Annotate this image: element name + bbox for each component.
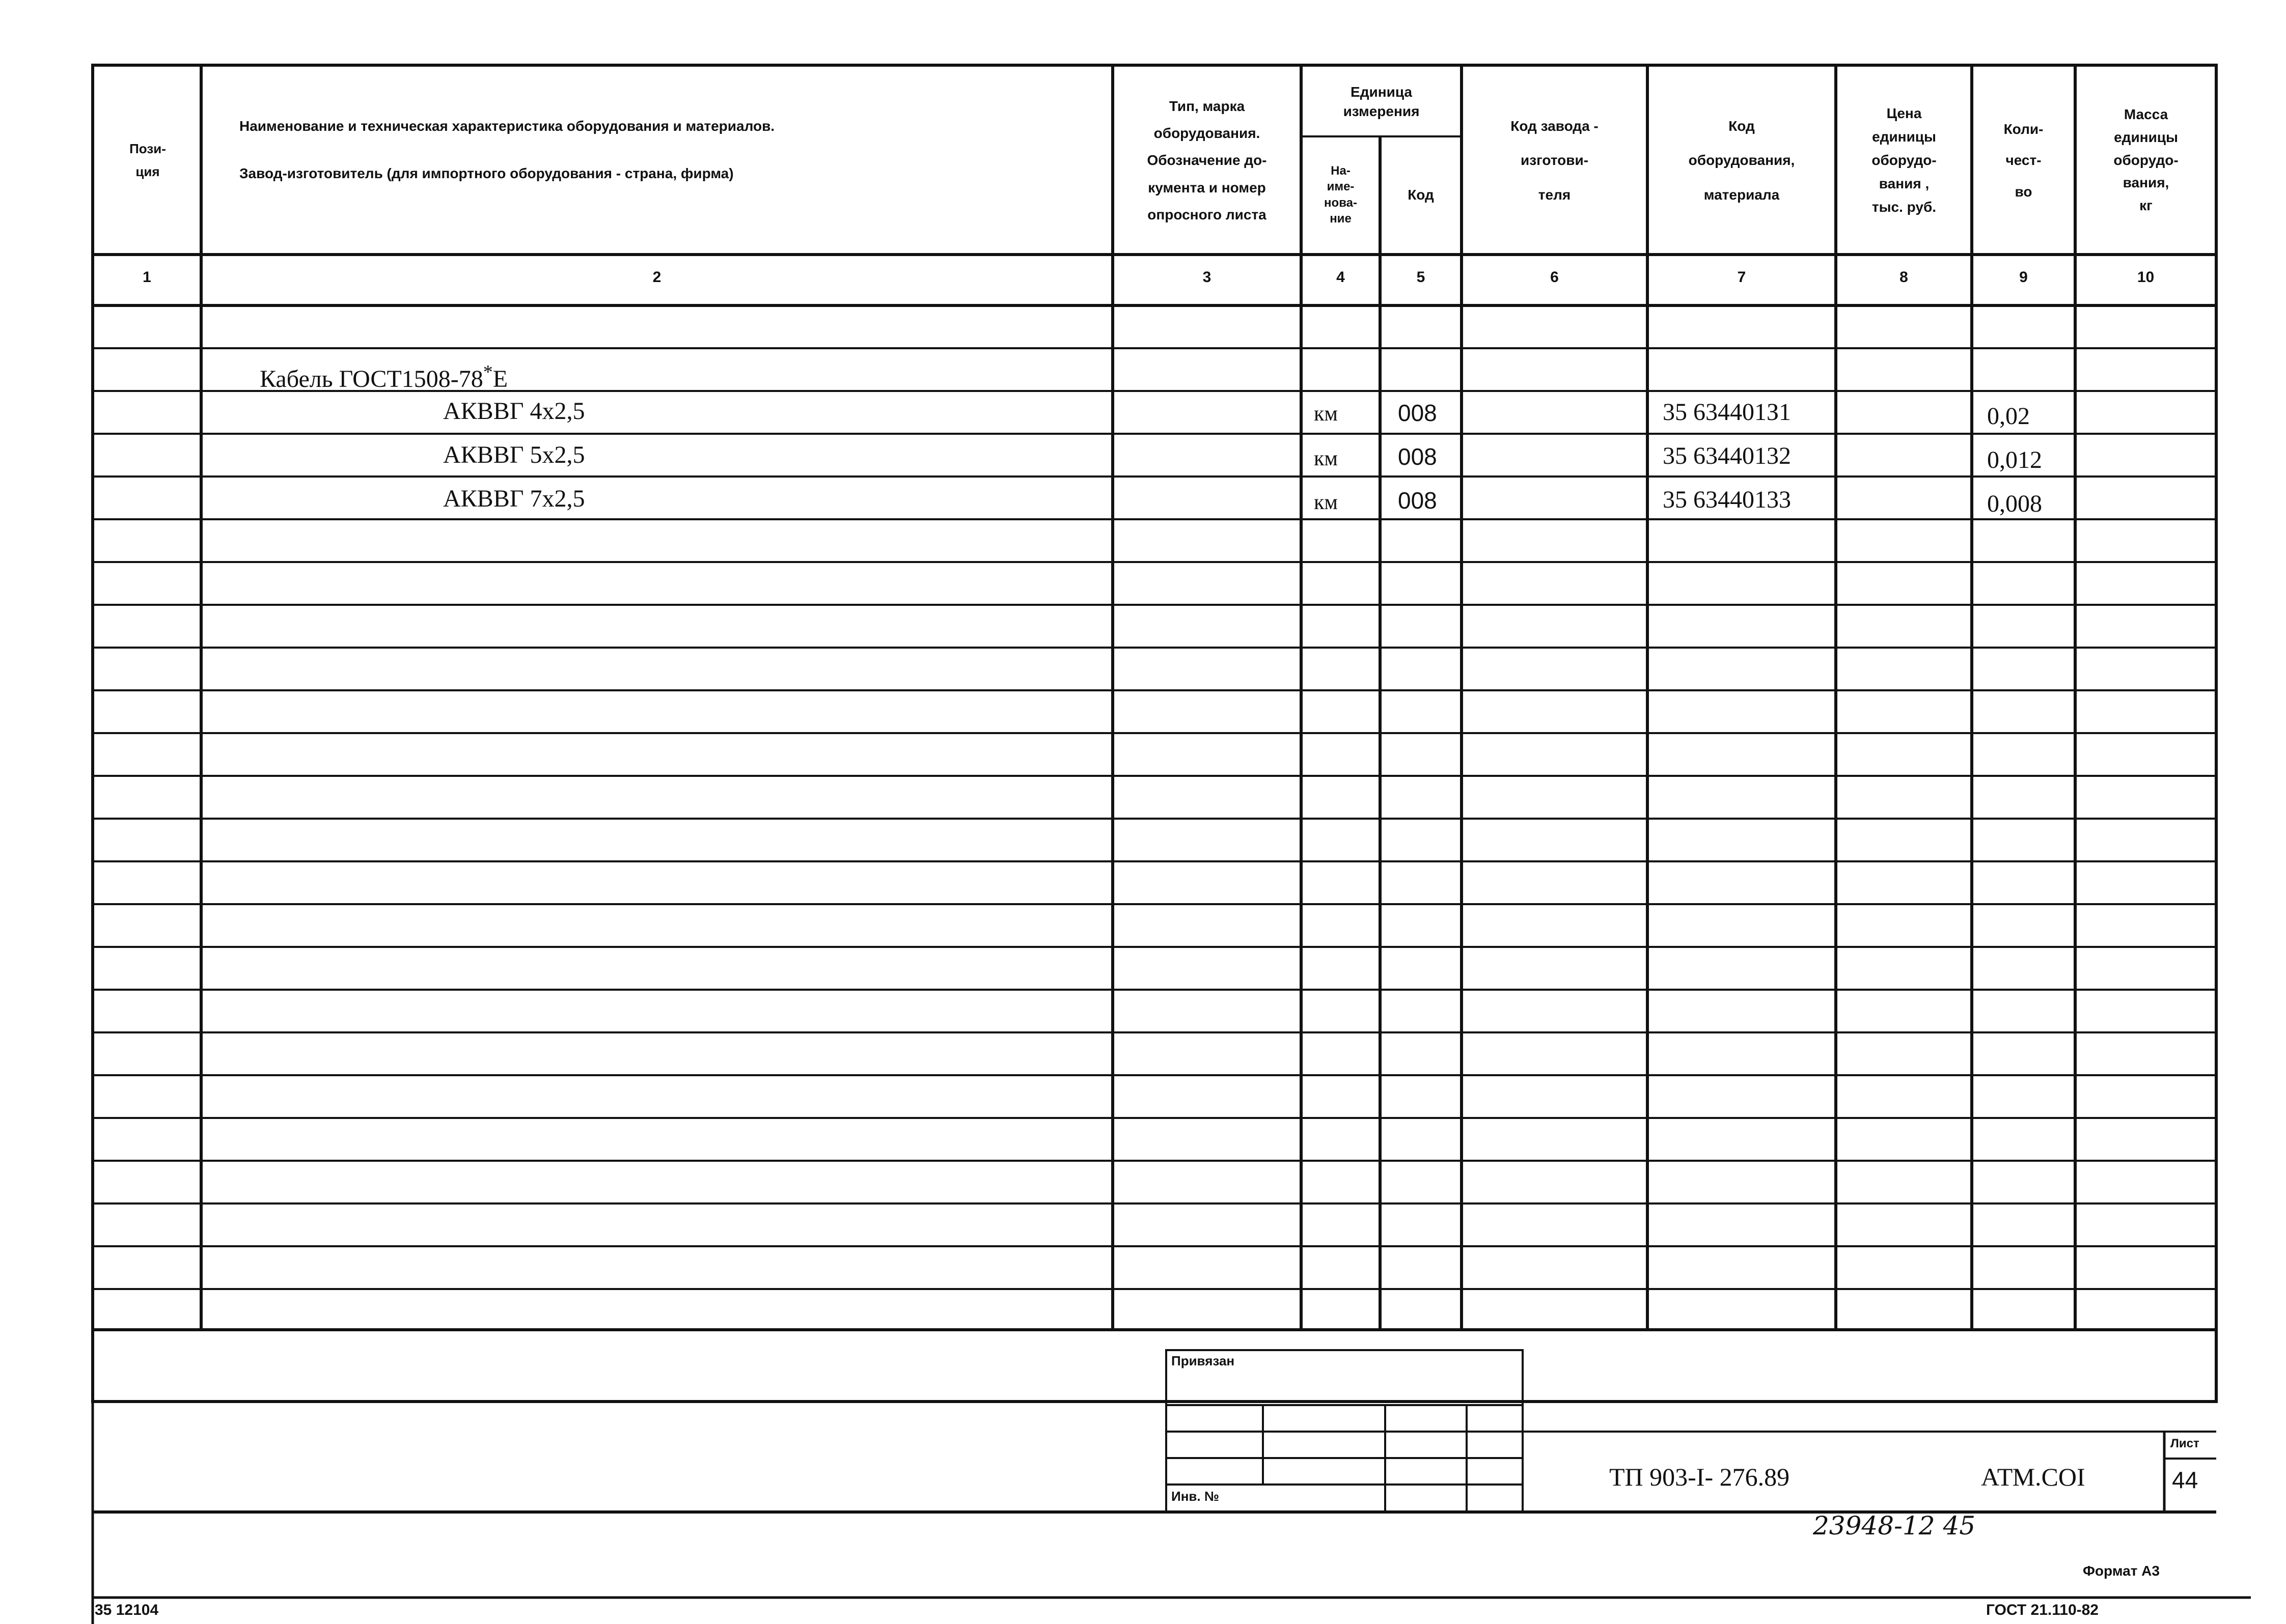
column-number-4: 4 (1336, 269, 1345, 286)
document-code: ТП 903-I- 276.89 (1609, 1463, 1790, 1491)
header-factory-code: Код завода - изготови- теля (1510, 118, 1599, 203)
header-type: Тип, марка оборудования. Обозначение до- кумента и номер опросного листа (1147, 98, 1267, 222)
row-1-unit-code: 008 (1398, 400, 1437, 426)
document-mark: АТМ.СОI (1981, 1463, 2085, 1491)
column-number-1: 1 (143, 269, 151, 286)
row-3-qty: 0,008 (1987, 490, 2042, 517)
row-3-unit: км (1314, 491, 1338, 514)
header-quantity: Коли- чест- во (2003, 121, 2044, 200)
cable-name-suffix: Е (492, 366, 508, 393)
row-3-name: АКВВГ 7х2,5 (443, 485, 585, 512)
column-number-10: 10 (2137, 269, 2155, 286)
header-mass: Масса единицы оборудо- вания, кг (2113, 106, 2179, 214)
sheet-label: Лист (2170, 1437, 2199, 1450)
row-2-qty: 0,012 (1987, 446, 2042, 473)
header-name-line1: Наименование и техническая характеристика оборудования и материалов. (239, 118, 775, 134)
header-price: Цена единицы оборудо- вания , тыс. руб. (1871, 105, 1937, 215)
column-number-9: 9 (2019, 269, 2028, 286)
cable-name: Кабель ГОСТ1508-78 (260, 366, 483, 393)
row-2-code: 35 63440132 (1663, 442, 1791, 469)
handwritten-number: 23948-12 45 (1813, 1511, 1976, 1541)
column-number-7: 7 (1737, 269, 1746, 286)
header-unit-name: На- име- нова- ние (1324, 164, 1357, 226)
gost-label: ГОСТ 21.110-82 (1986, 1602, 2099, 1618)
row-2-unit: км (1314, 447, 1338, 470)
header-equipment-code: Код оборудования, материала (1688, 118, 1795, 203)
column-number-6: 6 (1550, 269, 1559, 286)
footer-left-code: 35 12104 (95, 1602, 159, 1618)
column-number-8: 8 (1899, 269, 1908, 286)
row-2-unit-code: 008 (1398, 443, 1437, 470)
cable-name-superscript: * (483, 361, 493, 383)
column-number-5: 5 (1416, 269, 1425, 286)
header-name-line2: Завод-изготовитель (для импортного оборудования - страна, фирма) (239, 165, 734, 181)
inventory-number-label: Инв. № (1171, 1489, 1219, 1504)
row-0-name (260, 362, 508, 391)
row-1-code: 35 634401З1 (1663, 399, 1792, 426)
sheet-number: 44 (2172, 1467, 2198, 1493)
privyazan-label: Привязан (1171, 1353, 1235, 1368)
format-label: Формат А3 (2083, 1563, 2160, 1579)
row-3-code: 35 63440133 (1663, 486, 1791, 513)
row-3-unit-code: 008 (1398, 487, 1437, 514)
column-number-2: 2 (652, 269, 662, 286)
column-number-3: 3 (1202, 269, 1211, 286)
row-1-name: АКВВГ 4х2,5 (443, 398, 585, 425)
row-1-qty: 0,02 (1987, 403, 2030, 430)
row-1-unit: км (1314, 402, 1338, 426)
header-position: Пози- ция (129, 141, 166, 179)
row-2-name: АКВВГ 5х2,5 (443, 441, 585, 468)
header-unit-code: Код (1408, 187, 1434, 203)
header-unit: Единица измерения (1343, 84, 1420, 119)
